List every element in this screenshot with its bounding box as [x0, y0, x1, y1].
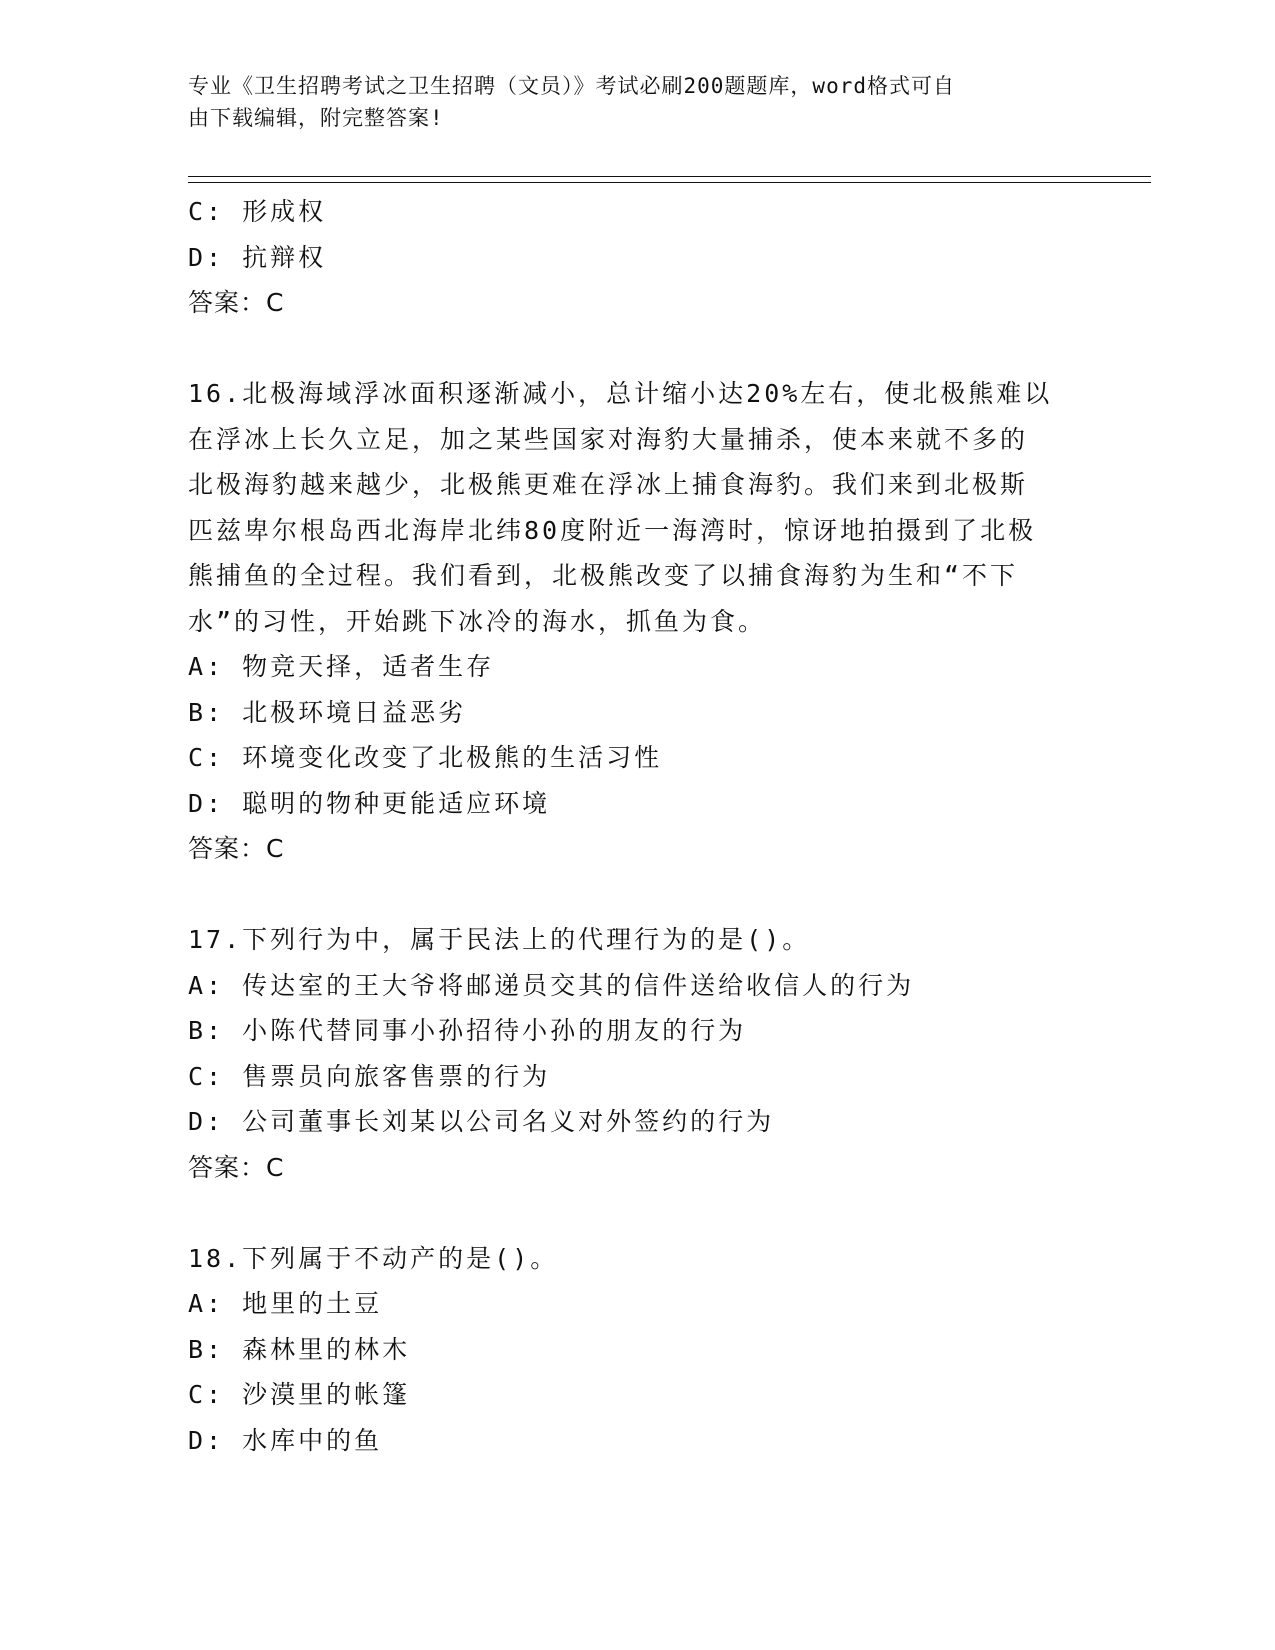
q18-option-d: D: 水库中的鱼 — [188, 1425, 383, 1455]
q16-stem-line-2: 在浮冰上长久立足，加之某些国家对海豹大量捕杀，使本来就不多的 — [188, 424, 1029, 454]
q18-option-b: B: 森林里的林木 — [188, 1334, 411, 1364]
question-18 — [188, 1236, 1088, 1464]
q16-option-c: C: 环境变化改变了北极熊的生活习性 — [188, 743, 663, 772]
q16-option-a: A: 物竞天择，适者生存 — [188, 652, 495, 681]
header-title-line-2: 由下载编辑，附完整答案! — [188, 106, 444, 130]
spacer — [188, 1190, 1088, 1236]
header-divider-top — [188, 176, 1151, 177]
header-title-line-1: 专业《卫生招聘考试之卫生招聘（文员）》考试必刷200题题库，word格式可自 — [188, 74, 955, 98]
q17-stem: 17.下列行为中，属于民法上的代理行为的是()。 — [188, 925, 811, 954]
q17-option-b: B: 小陈代替同事小孙招待小孙的朋友的行为 — [188, 1016, 747, 1045]
q15-option-d: D: 抗辩权 — [188, 242, 327, 272]
question-16 — [188, 371, 1088, 872]
question-15 — [188, 189, 1088, 326]
q17-option-c: C: 售票员向旅客售票的行为 — [188, 1061, 551, 1091]
q15-option-c: C: 形成权 — [188, 197, 327, 226]
question-list — [188, 189, 1088, 1463]
q18-stem: 18.下列属于不动产的是()。 — [188, 1243, 559, 1273]
q15-answer: 答案：C — [188, 288, 285, 317]
header-divider-bottom — [188, 182, 1151, 183]
q16-stem-line-5: 熊捕鱼的全过程。我们看到，北极熊改变了以捕食海豹为生和“不下 — [188, 561, 1019, 590]
q17-option-d: D: 公司董事长刘某以公司名义对外签约的行为 — [188, 1107, 775, 1136]
q17-answer: 答案：C — [188, 1152, 285, 1182]
q16-stem-line-3: 北极海豹越来越少，北极熊更难在浮冰上捕食海豹。我们来到北极斯 — [188, 470, 1029, 499]
q18-option-a: A: 地里的土豆 — [188, 1289, 383, 1318]
q18-option-c: C: 沙漠里的帐篷 — [188, 1380, 411, 1409]
q17-option-a: A: 传达室的王大爷将邮递员交其的信件送给收信人的行为 — [188, 970, 915, 1000]
q16-stem-line-4: 匹兹卑尔根岛西北海岸北纬80度附近一海湾时，惊讶地拍摄到了北极 — [188, 515, 1037, 545]
q16-answer: 答案：C — [188, 834, 285, 863]
document-header — [188, 70, 1088, 134]
spacer — [188, 872, 1088, 918]
question-17 — [188, 917, 1088, 1190]
q16-stem-line-6: 水”的习性，开始跳下冰冷的海水，抓鱼为食。 — [188, 606, 767, 636]
q16-option-b: B: 北极环境日益恶劣 — [188, 697, 467, 727]
q16-option-d: D: 聪明的物种更能适应环境 — [188, 788, 551, 818]
spacer — [188, 326, 1088, 372]
q16-stem-line-1: 16.北极海域浮冰面积逐渐减小，总计缩小达20%左右，使北极熊难以 — [188, 379, 1053, 408]
